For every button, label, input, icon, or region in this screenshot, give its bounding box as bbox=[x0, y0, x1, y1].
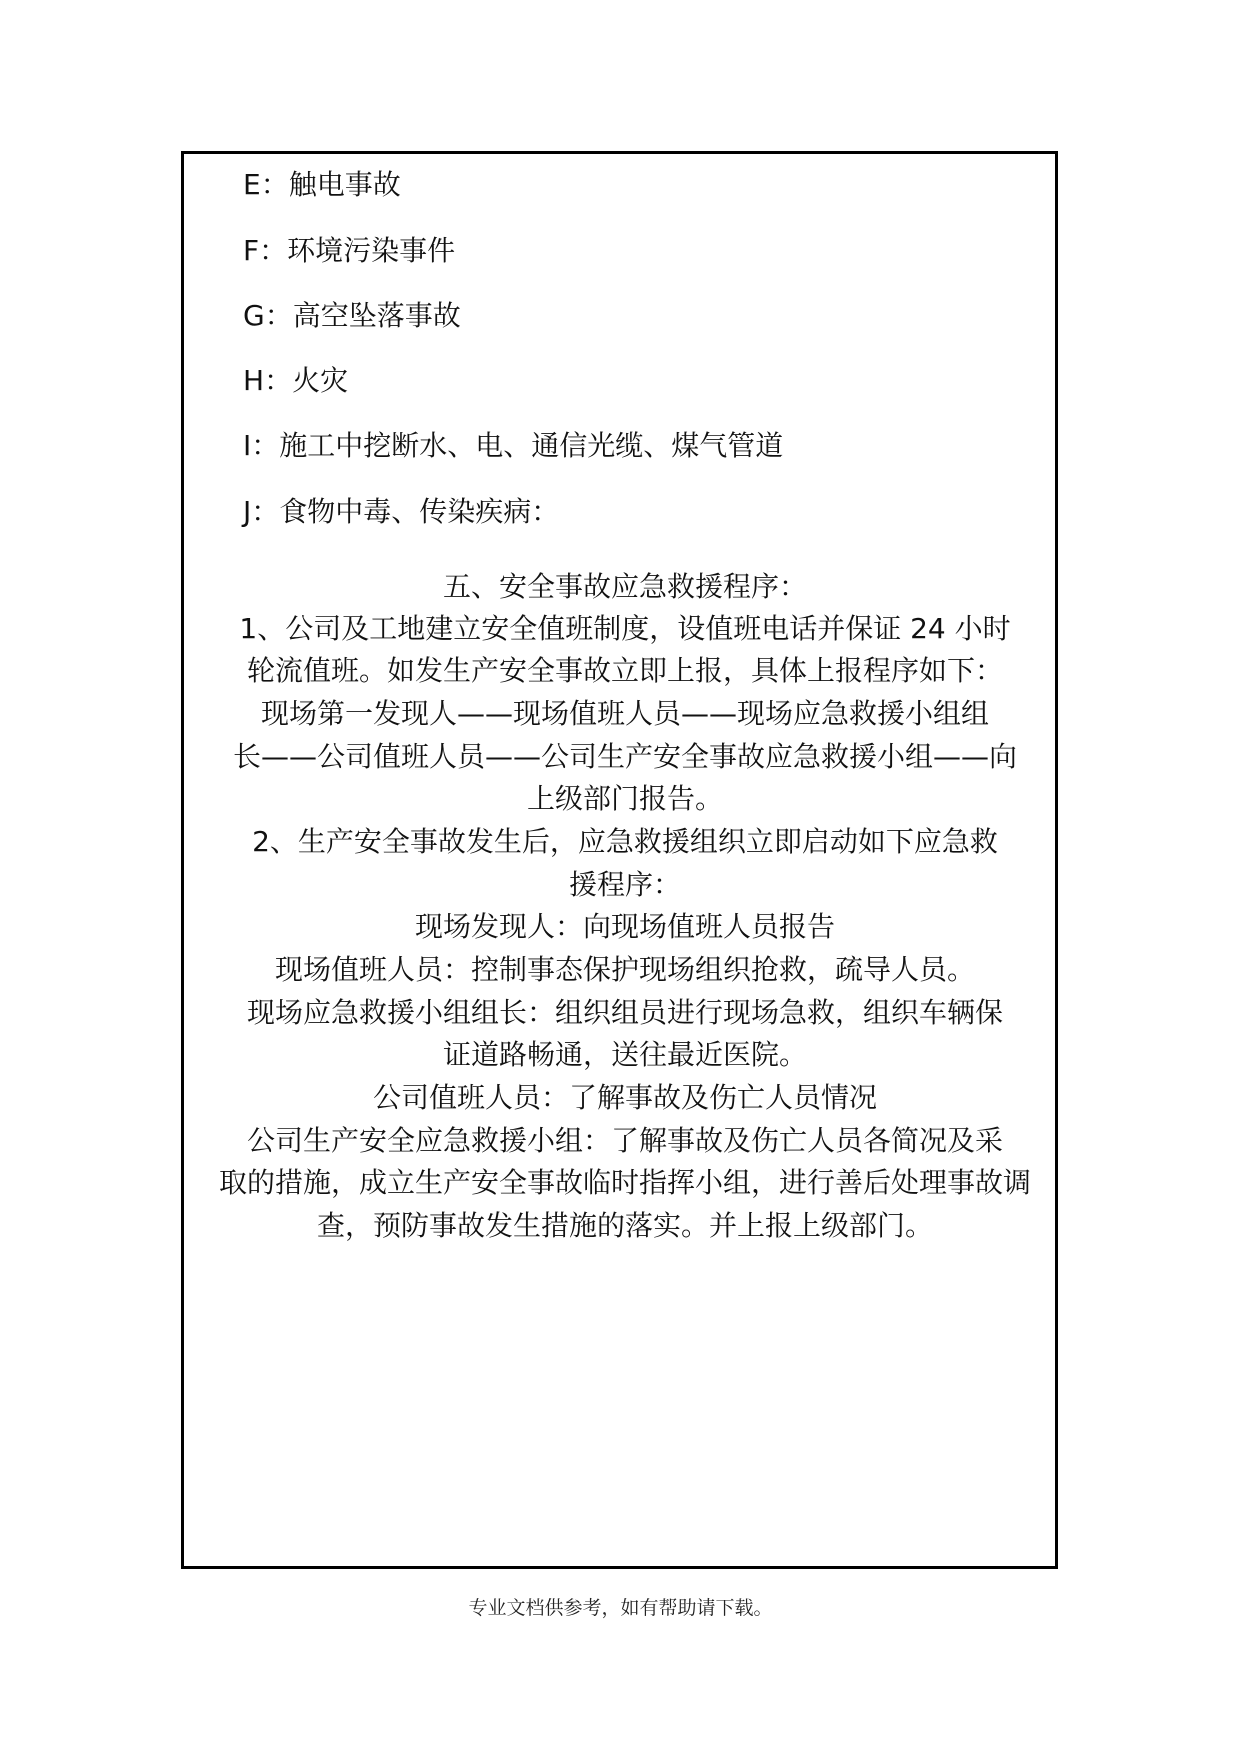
paragraph-line: 1、公司及工地建立安全值班制度，设值班电话并保证 24 小时 bbox=[239, 612, 1011, 645]
list-text: 施工中挖断水、电、通信光缆、煤气管道 bbox=[279, 429, 784, 462]
section-heading: 五、安全事故应急救援程序： bbox=[442, 570, 807, 603]
list-letter: E bbox=[243, 168, 261, 201]
list-text: 火灾 bbox=[292, 364, 349, 397]
paragraph-line: 公司生产安全应急救援小组：了解事故及伤亡人员各简况及采 bbox=[246, 1124, 1003, 1157]
list-letter: J bbox=[243, 495, 252, 528]
list-item-g bbox=[243, 299, 461, 333]
list-letter: H bbox=[243, 364, 265, 397]
list-item-f bbox=[243, 234, 455, 268]
list-item-i bbox=[243, 429, 783, 463]
list-text: 环境污染事件 bbox=[287, 234, 456, 267]
paragraph-line: 现场值班人员：控制事态保护现场组织抢救，疏导人员。 bbox=[274, 953, 975, 986]
list-separator: ： bbox=[251, 495, 280, 528]
list-separator: ： bbox=[251, 429, 280, 462]
paragraph-line: 现场第一发现人——现场值班人员——现场应急救援小组组 bbox=[260, 697, 989, 730]
list-letter: F bbox=[243, 234, 260, 267]
list-item-h bbox=[243, 364, 348, 398]
list-separator: ： bbox=[260, 168, 289, 201]
paragraph-line: 长——公司值班人员——公司生产安全事故应急救援小组——向 bbox=[232, 740, 1017, 773]
paragraph-line: 现场应急救援小组组长：组织组员进行现场急救，组织车辆保 bbox=[246, 996, 1003, 1029]
paragraph-line: 查，预防事故发生措施的落实。并上报上级部门。 bbox=[316, 1209, 933, 1242]
list-text: 高空坠落事故 bbox=[292, 299, 461, 332]
list-text: 触电事故 bbox=[288, 168, 401, 201]
list-letter: I bbox=[243, 429, 252, 462]
list-text: 食物中毒、传染疾病： bbox=[279, 495, 560, 528]
list-item-e bbox=[243, 168, 401, 202]
list-separator: ： bbox=[264, 299, 293, 332]
paragraph-line: 取的措施，成立生产安全事故临时指挥小组，进行善后处理事故调 bbox=[218, 1166, 1031, 1199]
paragraph-line: 轮流值班。如发生产安全事故立即上报，具体上报程序如下： bbox=[246, 654, 1003, 687]
list-separator: ： bbox=[259, 234, 288, 267]
paragraph-line: 证道路畅通，送往最近医院。 bbox=[442, 1038, 807, 1071]
list-item-j bbox=[243, 495, 559, 529]
paragraph-line: 援程序： bbox=[568, 868, 681, 901]
list-separator: ： bbox=[264, 364, 293, 397]
paragraph-line: 2、生产安全事故发生后，应急救援组织立即启动如下应急救 bbox=[252, 825, 998, 858]
paragraph-line: 现场发现人：向现场值班人员报告 bbox=[414, 910, 835, 943]
page-footer: 专业文档供参考，如有帮助请下载。 bbox=[468, 1597, 773, 1619]
paragraph-line: 公司值班人员：了解事故及伤亡人员情况 bbox=[372, 1081, 877, 1114]
paragraph-line: 上级部门报告。 bbox=[526, 782, 723, 815]
list-letter: G bbox=[243, 299, 265, 332]
